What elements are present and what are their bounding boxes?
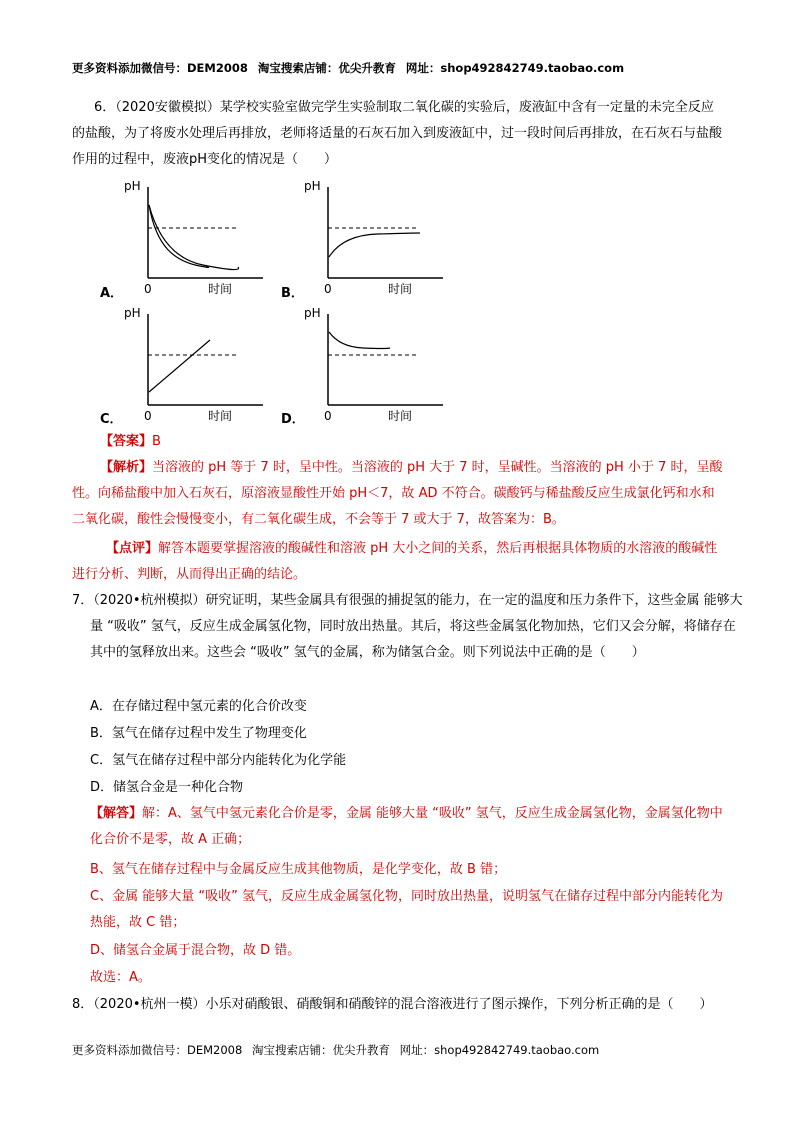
graph-d-origin: 0 (324, 409, 332, 423)
q6-analysis (72, 455, 727, 533)
q7-option-b: B．氢气在储存过程中发生了物理变化 (90, 726, 307, 741)
q6-answer (100, 432, 161, 452)
q7-stem: 7．（2020•杭州模拟）研究证明，某些金属具有很强的捕捉氢的能力，在一定的温度和压力条件下，这些金属 能够大量 “吸收” 氢气，反应生成金属氢化物，同时放出热量。其后，将这些金属氢化物加热，它们又会分解，将储存在其中的氢释放出来。这些会 “吸收” 氢气的金属，称为储氢合金。则下列说法中正确的是（ ） (72, 593, 743, 660)
comment-label: 【点评】 (106, 541, 159, 556)
header-url: 网址：shop492842749.taobao.com (405, 61, 625, 75)
q8-stem: 8．（2020•杭州一模）小乐对硝酸银、硝酸铜和硝酸锌的混合溶液进行了图示操作，下列分析正确的是（ ） (72, 997, 713, 1012)
option-b-label: B． (281, 286, 304, 301)
graph-b-x-label: 时间 (388, 282, 413, 296)
graph-a-y-label: pH (124, 179, 141, 193)
graph-a-x-label: 时间 (208, 282, 233, 296)
header-shop: 淘宝搜索店铺：优尖升教育 (257, 61, 396, 75)
option-a-label: A． (100, 286, 124, 301)
q7-solution-d: D、储氢合金属于混合物，故 D 错。 (90, 943, 301, 958)
q7-solution-c: C、金属 能够大量 “吸收” 氢气，反应生成金属氢化物，同时放出热量，说明氢气在储存过程中部分内能转化为热能，故 C 错； (90, 889, 723, 930)
footer-shop: 淘宝搜索店铺：优尖升教育 (251, 1043, 390, 1057)
answer-value: B (152, 434, 161, 449)
q7-solution-choice: 故选：A。 (90, 970, 151, 985)
q7-solution-a (90, 801, 726, 853)
graph-d-y-label: pH (304, 306, 321, 320)
solution-line-a: 解：A、氢气中氢元素化合价是零，金属 能够大量 “吸收” 氢气，反应生成金属氢化物，金属氢化物中化合价不是零，故 A 正确； (90, 806, 723, 847)
graph-c-x-label: 时间 (208, 409, 233, 423)
footer-url: 网址：shop492842749.taobao.com (399, 1043, 600, 1057)
analysis-text: 当溶液的 pH 等于 7 时，呈中性。当溶液的 pH 大于 7 时，呈碱性。当溶液的 pH 小于 7 时，呈酸性。向稀盐酸中加入石灰石，原溶液显酸性开始 pH＜7，故 AD 不符合。碳酸钙与稀盐酸反应生成氯化钙和水和二氧化碳，酸性会慢慢变小，有二氧化碳生成，不会等于 7 或大于 7，故答案为：B。 (72, 460, 723, 527)
graph-a (118, 175, 268, 300)
graph-d-x-label: 时间 (388, 409, 413, 423)
page-footer (72, 1042, 605, 1058)
q7-option-c: C．氢气在储存过程中部分内能转化为化学能 (90, 753, 347, 768)
q6-stem: 6．（2020安徽模拟）某学校实验室做完学生实验制取二氧化碳的实验后，废液缸中含有一定量的未完全反应的盐酸，为了将废水处理后再排放，老师将适量的石灰石加入到废液缸中，过一段时间后再排放，在石灰石与盐酸作用的过程中，废液pH变化的情况是（ ） (72, 100, 723, 167)
graph-b (298, 175, 448, 300)
option-c-label: C． (100, 412, 123, 427)
footer-wechat: 更多资料添加微信号：DEM2008 (72, 1043, 243, 1057)
analysis-label: 【解析】 (100, 460, 153, 475)
graph-c-origin: 0 (144, 409, 152, 423)
q6-comment (72, 536, 727, 588)
header-wechat: 更多资料添加微信号：DEM2008 (72, 61, 248, 75)
solution-label: 【解答】 (90, 806, 143, 821)
graph-a-origin: 0 (144, 282, 152, 296)
graph-c-y-label: pH (124, 306, 141, 320)
comment-text: 解答本题要掌握溶液的酸碱性和溶液 pH 大小之间的关系，然后再根据具体物质的水溶液的酸碱性进行分析、判断，从而得出正确的结论。 (72, 541, 718, 582)
graph-c (118, 302, 268, 427)
q7-option-a: A．在存储过程中氢元素的化合价改变 (90, 699, 307, 714)
graph-b-origin: 0 (324, 282, 332, 296)
answer-label: 【答案】 (100, 434, 153, 449)
graph-d (298, 302, 448, 427)
q7-solution-b: B、氢气在储存过程中与金属反应生成其他物质，是化学变化，故 B 错； (90, 862, 507, 877)
graph-b-y-label: pH (304, 179, 321, 193)
q7-option-d: D．储氢合金是一种化合物 (90, 780, 244, 795)
page-header (72, 60, 630, 76)
option-d-label: D． (281, 412, 305, 427)
